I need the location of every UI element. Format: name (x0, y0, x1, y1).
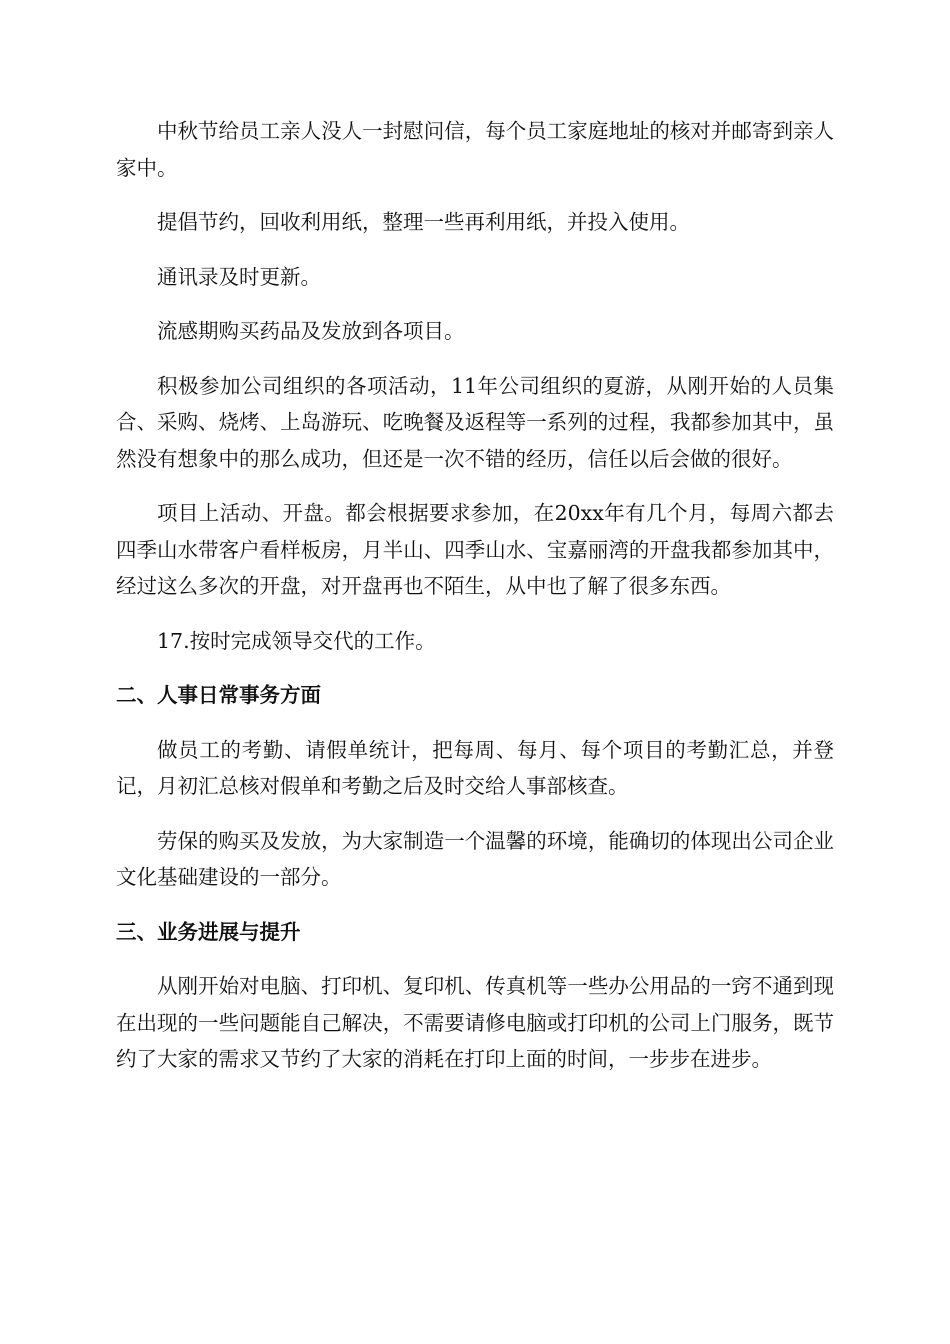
paragraph-labor-protection: 劳保的购买及发放，为大家制造一个温馨的环境，能确切的体现出公司企业文化基础建设的一部分。 (116, 828, 834, 889)
paragraph-mid-autumn-letter: 中秋节给员工亲人没人一封慰问信，每个员工家庭地址的核对并邮寄到亲人家中。 (116, 119, 834, 180)
paragraph-company-activities: 积极参加公司组织的各项活动，11年公司组织的夏游，从刚开始的人员集合、采购、烧烤、上岛游玩、吃晚餐及返程等一系列的过程，我都参加其中，虽然没有想象中的那么成功，但还是一次不错的经历，信任以后会做的很好。 (116, 373, 834, 471)
paragraph-project-openings: 项目上活动、开盘。都会根据要求参加，在20xx年有几个月，每周六都去四季山水带客户看样板房，月半山、四季山水、宝嘉丽湾的开盘我都参加其中，经过这么多次的开盘，对开盘再也不陌生，从中也了解了很多东西。 (116, 501, 834, 598)
section-heading-hr-affairs: 二、人事日常事务方面 (116, 683, 321, 707)
section-heading-business-progress: 三、业务进展与提升 (116, 919, 301, 944)
paragraph-office-equipment: 从刚开始对电脑、打印机、复印机、传真机等一些办公用品的一窍不通到现在出现的一些问题能自己解决，不需要请修电脑或打印机的公司上门服务，既节约了大家的需求又节约了大家的消耗在打印上面的时间，一步步在进步。 (116, 974, 834, 1071)
paragraph-paper-recycling: 提倡节约，回收利用纸，整理一些再利用纸，并投入使用。 (157, 210, 690, 234)
paragraph-attendance: 做员工的考勤、请假单统计，把每周、每月、每个项目的考勤汇总，并登记，月初汇总核对假单和考勤之后及时交给人事部核查。 (116, 737, 834, 798)
document-page (116, 113, 834, 1096)
paragraph-flu-medicine: 流感期购买药品及发放到各项目。 (157, 319, 465, 343)
paragraph-leader-tasks: 17.按时完成领导交代的工作。 (157, 628, 436, 653)
paragraph-contacts-update: 通讯录及时更新。 (157, 264, 321, 289)
